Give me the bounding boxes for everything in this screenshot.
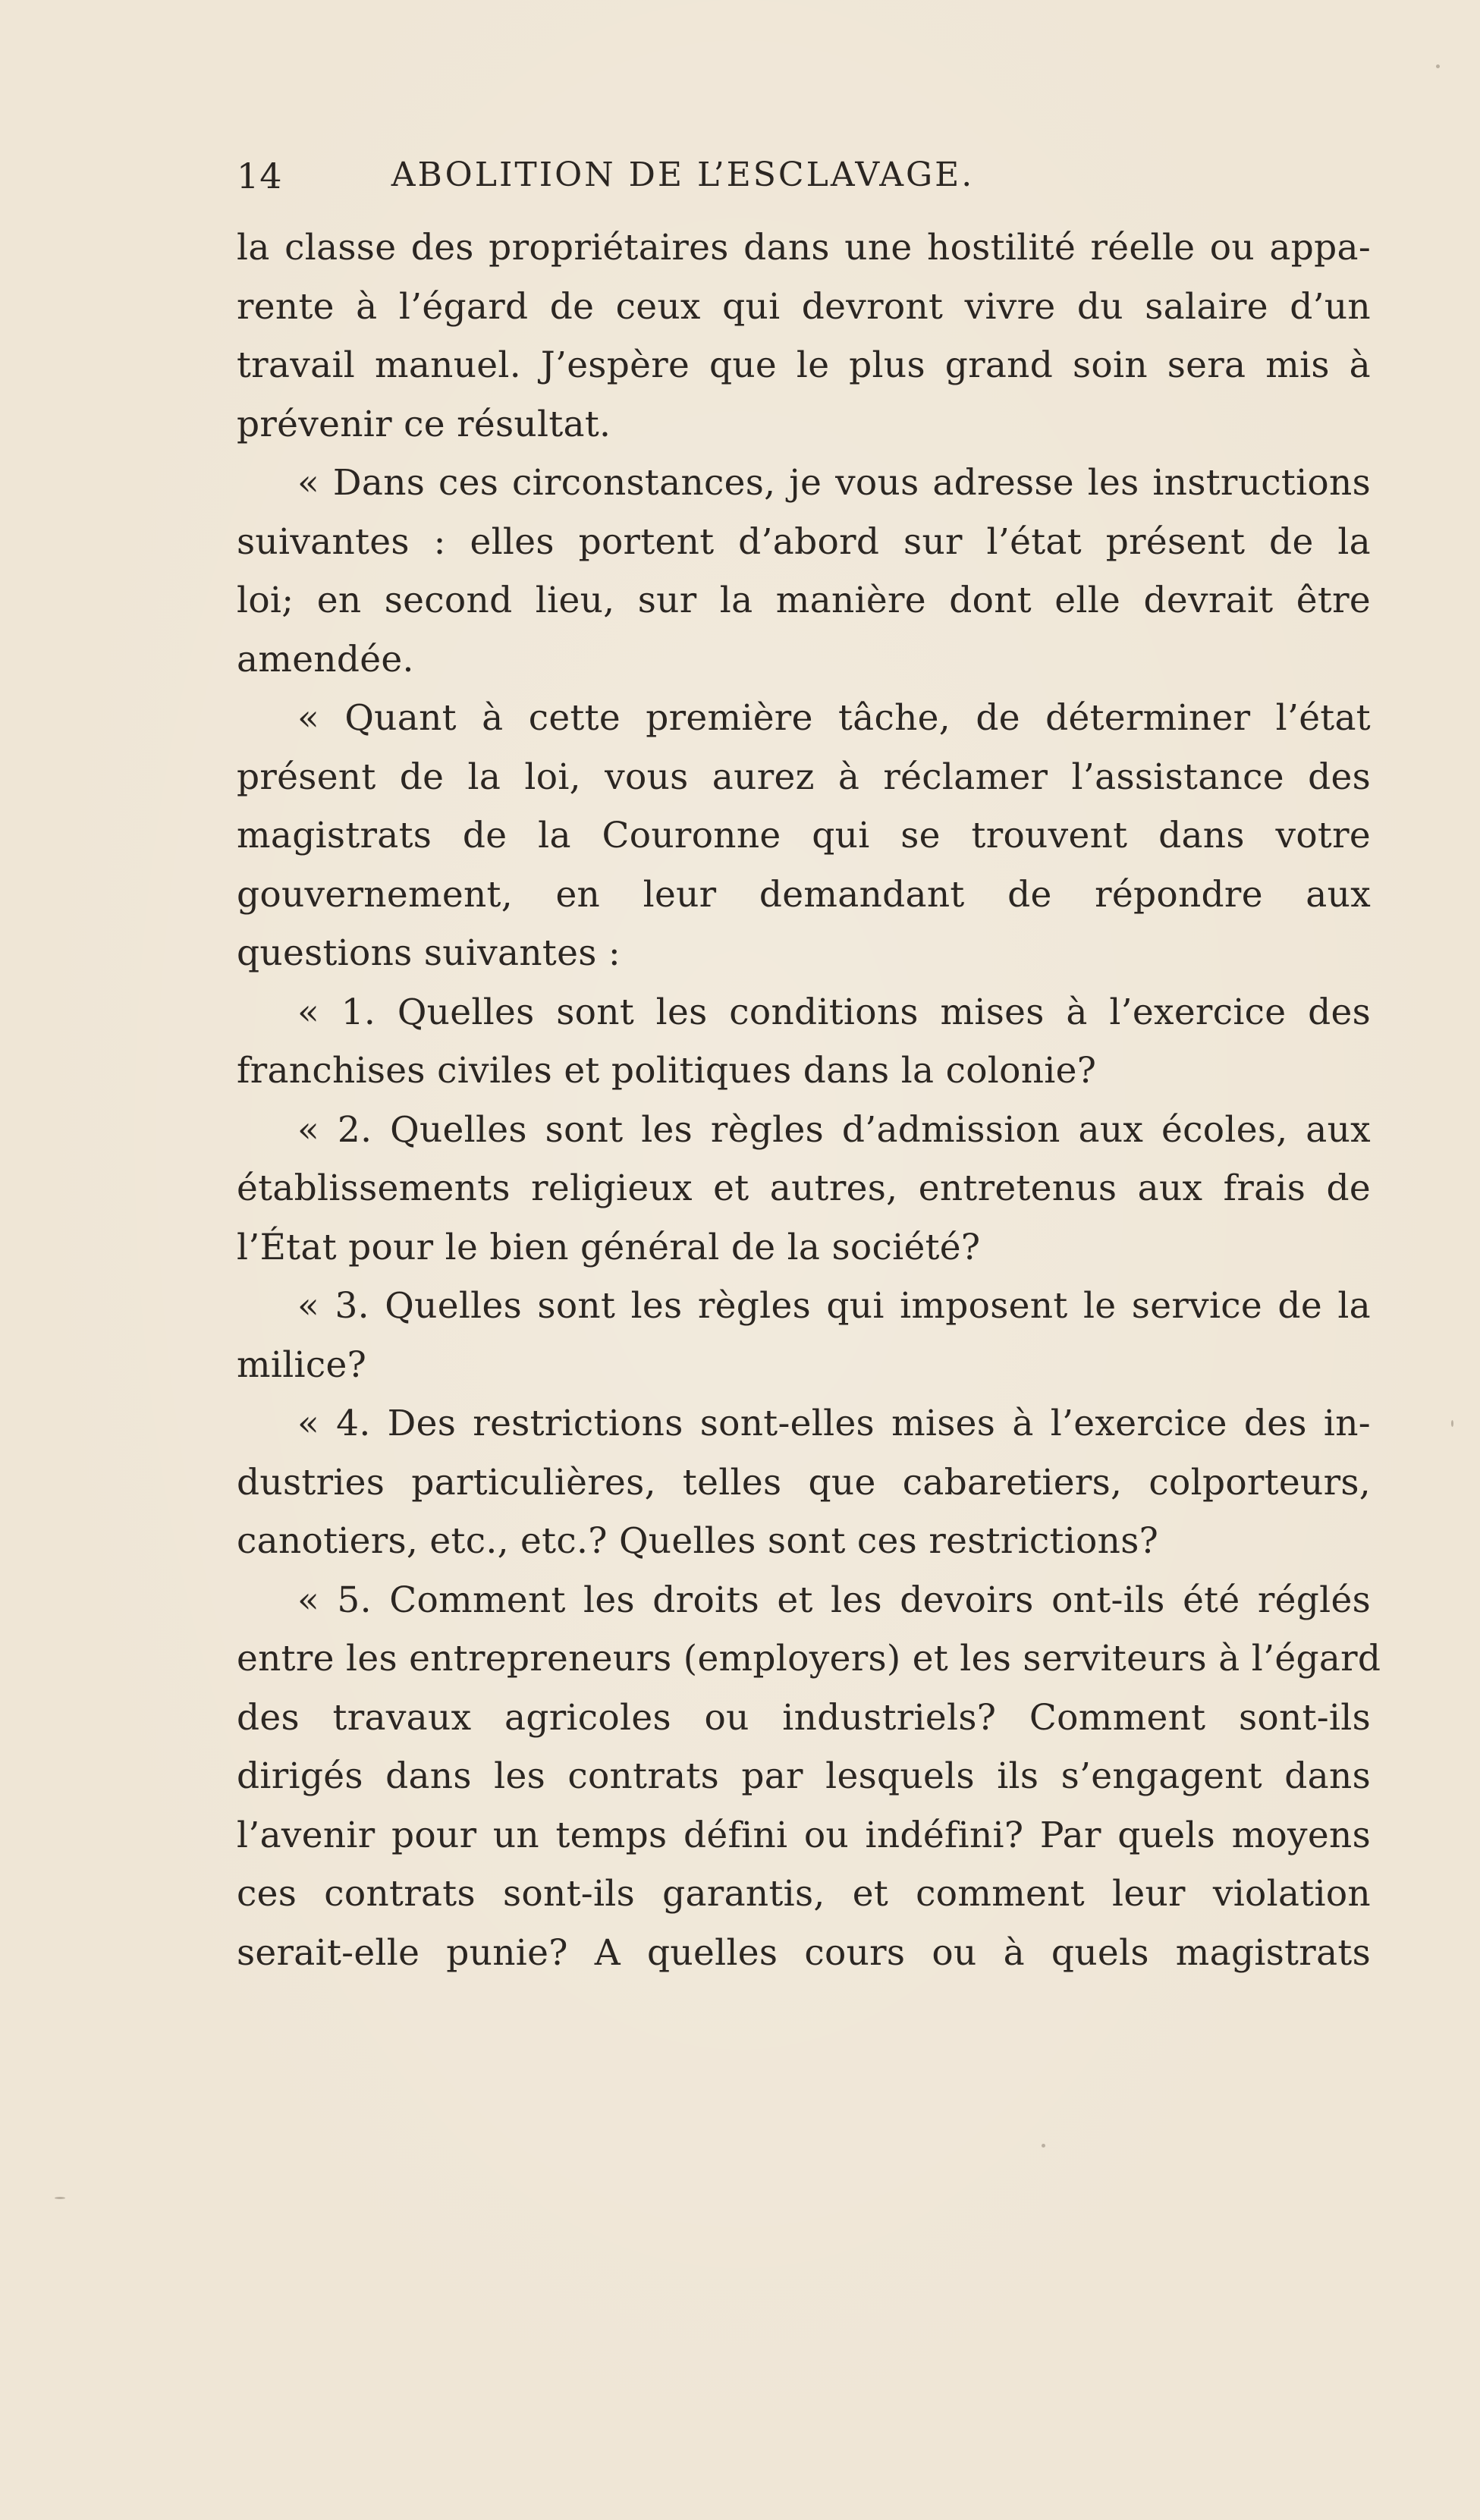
text-line: l’avenir pour un temps défini ou indéfini? Par quels moyens — [237, 1814, 1371, 1856]
text-line: « Quant à cette première tâche, de déterminer l’état — [297, 697, 1371, 739]
text-line: suivantes : elles portent d’abord sur l’état présent de la — [237, 520, 1371, 563]
text-line: « 3. Quelles sont les règles qui imposent le service de la — [297, 1285, 1371, 1327]
text-line: amendée. — [237, 638, 414, 680]
text-line: « 5. Comment les droits et les devoirs ont-ils été réglés — [297, 1579, 1371, 1621]
text-line: canotiers, etc., etc.? Quelles sont ces restrictions? — [237, 1520, 1159, 1562]
text-line: prévenir ce résultat. — [237, 403, 611, 445]
text-line: dustries particulières, telles que cabaretiers, colporteurs, — [237, 1461, 1371, 1504]
text-line: la classe des propriétaires dans une hostilité réelle ou appa- — [237, 227, 1371, 269]
text-line: « 1. Quelles sont les conditions mises à l’exercice des — [297, 991, 1371, 1033]
paper-speck — [1042, 2144, 1045, 2148]
page-header — [237, 156, 1121, 209]
body-text — [237, 218, 1381, 2115]
text-line: « 2. Quelles sont les règles d’admission aux écoles, aux — [297, 1108, 1371, 1151]
text-line: dirigés dans les contrats par lesquels ils s’engagent dans — [237, 1755, 1371, 1797]
text-line: franchises civiles et politiques dans la colonie? — [237, 1050, 1097, 1092]
text-line: des travaux agricoles ou industriels? Comment sont-ils — [237, 1696, 1371, 1739]
text-line: ces contrats sont-ils garantis, et comment leur violation — [237, 1873, 1371, 1915]
text-line: présent de la loi, vous aurez à réclamer l’assistance des — [237, 756, 1371, 798]
text-line: établissements religieux et autres, entretenus aux frais de — [237, 1167, 1371, 1209]
text-line: serait-elle punie? A quelles cours ou à quels magistrats — [237, 1931, 1371, 1974]
text-line: milice? — [237, 1343, 367, 1386]
paper-speck — [55, 2197, 65, 2199]
text-line: rente à l’égard de ceux qui devront vivre du salaire d’un — [237, 285, 1371, 328]
text-line: « 4. Des restrictions sont-elles mises à l’exercice des in- — [297, 1403, 1371, 1444]
page-number: 14 — [237, 156, 283, 196]
paper-speck — [1436, 64, 1440, 68]
paper-speck — [1451, 1420, 1453, 1427]
running-head: ABOLITION DE L’ESCLAVAGE. — [391, 156, 975, 194]
text-line: « Dans ces circonstances, je vous adresse les instructions — [297, 462, 1371, 504]
text-line: travail manuel. J’espère que le plus grand soin sera mis à — [237, 344, 1371, 386]
text-line: entre les entrepreneurs (employers) et les serviteurs à l’égard — [237, 1638, 1381, 1679]
text-line: loi; en second lieu, sur la manière dont elle devrait être — [237, 580, 1371, 621]
text-line: l’État pour le bien général de la société? — [237, 1226, 981, 1268]
text-line: questions suivantes : — [237, 932, 621, 974]
text-line: magistrats de la Couronne qui se trouvent dans votre — [237, 815, 1371, 856]
text-line: gouvernement, en leur demandant de répondre aux — [237, 873, 1371, 916]
